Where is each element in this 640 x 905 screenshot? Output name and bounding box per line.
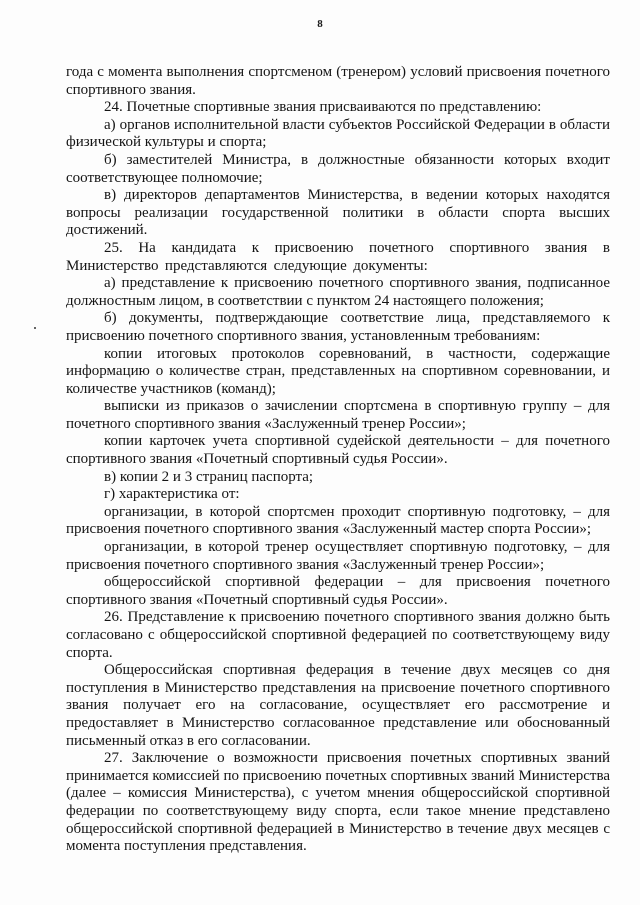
paragraph-27: 27. Заключение о возможности присвоения почетных спортивных званий принимается комиссией по присвоению почетных спортивных званий Министерства (далее – комиссия Министерства), с учетом мнения общероссийской спортивной федерации по соответствующему виду спорта, если такое мнение представлено общероссийской спортивной федерацией в Министерство в течение двух месяцев с момента поступления представления. [66,750,610,855]
paragraph-24-b: б) заместителей Министра, в должностные обязанности которых входит соответствующее полномочие; [66,151,610,186]
scan-speck [34,327,36,329]
paragraph-25-d-3: общероссийской спортивной федерации – для присвоения почетного спортивного звания «Почетный спортивный судья России». [66,574,610,608]
paragraph-25-d-1: организации, в которой спортсмен проходит спортивную подготовку, – для присвоения почетного спортивного звания «Заслуженный мастер спорта России»; [66,503,610,538]
paragraph-24-a: а) органов исполнительной власти субъектов Российской Федерации в области физической культуры и спорта; [66,116,610,151]
paragraph-25-b-2: выписки из приказов о зачислении спортсмена в спортивную группу – для почетного спортивного звания «Заслуженный тренер России»; [66,398,610,432]
paragraph-25: 25. На кандидата к присвоению почетного спортивного звания в Министерство представляются следующие документы: [66,239,610,274]
document-body [66,64,610,856]
paragraph-26-2: Общероссийская спортивная федерация в течение двух месяцев со дня поступления в Министерство представления на присвоение почетного спортивного звания получает его на согласование, осуществляет его рассмотрение и предоставляет в Министерство согласованное представление или обоснованный письменный отказ в его согласовании. [66,662,610,749]
paragraph-25-a: а) представление к присвоению почетного спортивного звания, подписанное должностным лицом, в соответствии с пунктом 24 настоящего положения; [66,275,610,309]
paragraph-continuation: года с момента выполнения спортсменом (тренером) условий присвоения почетного спортивного звания. [66,64,610,98]
paragraph-25-d-2: организации, в которой тренер осуществляет спортивную подготовку, – для присвоения почетного спортивного звания «Заслуженный тренер России»; [66,539,610,573]
paragraph-25-d: г) характеристика от: [104,486,240,503]
paragraph-24-c: в) директоров департаментов Министерства, в ведении которых находятся вопросы реализации государственной политики в области спорта высших достижений. [66,187,610,239]
paragraph-25-c: в) копии 2 и 3 страниц паспорта; [104,468,314,485]
paragraph-26: 26. Представление к присвоению почетного спортивного звания должно быть согласовано с общероссийской спортивной федерацией по соответствующему виду спорта. [66,609,610,661]
page-number: 8 [317,18,323,30]
paragraph-25-b: б) документы, подтверждающие соответствие лица, представляемого к присвоению почетного спортивного звания, установленным требованиям: [66,310,610,344]
paragraph-24: 24. Почетные спортивные звания присваиваются по представлению: [104,99,542,116]
paragraph-25-b-3: копии карточек учета спортивной судейской деятельности – для почетного спортивного звания «Почетный спортивный судья России». [66,433,610,468]
paragraph-25-b-1: копии итоговых протоколов соревнований, в частности, содержащие информацию о количестве стран, представленных на спортивном соревновании, и количестве участников (команд); [66,345,610,397]
